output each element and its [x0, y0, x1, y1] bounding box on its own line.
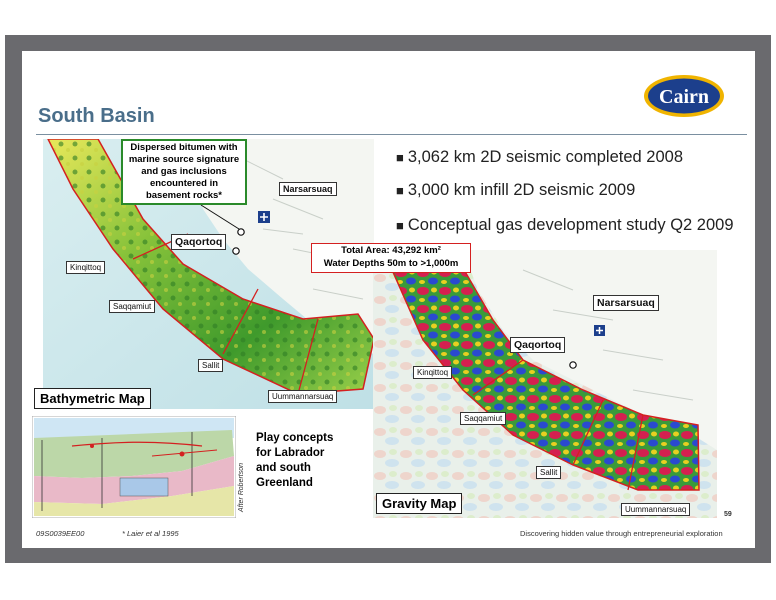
credit-text: After Robertson: [238, 462, 245, 512]
after-robertson-credit: [238, 463, 245, 512]
cairn-logo: [642, 73, 726, 119]
callout-line: Dispersed bitumen with: [130, 142, 238, 153]
gravity-map: [373, 250, 717, 518]
bullet-item: [396, 216, 734, 235]
page-title: South Basin: [38, 105, 155, 127]
place-label-kinqittoq: Kinqittoq: [66, 261, 105, 274]
place-label-narsarsuaq: Narsarsuaq: [279, 182, 337, 196]
footnote-reference: * Laier et al 1995: [122, 529, 179, 538]
bitumen-callout: [121, 139, 247, 205]
bullet-square-icon: ■: [396, 150, 404, 165]
bathymetric-map-title: Bathymetric Map: [34, 388, 151, 409]
play-concepts-text: Play concepts for Labrador and south Greenland: [256, 432, 334, 489]
place-label-sallit: Sallit: [536, 466, 561, 479]
callout-line: and gas inclusions: [141, 166, 227, 177]
town-marker-icon: [233, 248, 239, 254]
place-label-uummannarsuaq: Uummannarsuaq: [621, 503, 690, 516]
place-label-qaqortoq: Qaqortoq: [171, 234, 226, 250]
town-marker-icon: [570, 362, 576, 368]
total-area-box: [311, 243, 471, 273]
place-label-sallit: Sallit: [198, 359, 223, 372]
place-label-saqqamiut: Saqqamiut: [460, 412, 506, 425]
place-label-narsarsuaq: Narsarsuaq: [593, 295, 659, 311]
bullet-square-icon: ■: [396, 218, 404, 233]
bullet-text: 3,000 km infill 2D seismic 2009: [407, 181, 636, 199]
document-code: 09S0039EE00: [36, 529, 85, 538]
place-label-kinqittoq: Kinqittoq: [413, 366, 452, 379]
title-divider: [36, 134, 747, 135]
bullet-item: [396, 148, 683, 167]
footer-tagline: Discovering hidden value through entrepreneurial exploration: [520, 529, 723, 538]
total-area-text: Total Area: 43,292 km²: [341, 245, 441, 256]
callout-line: basement rocks*: [145, 190, 223, 201]
place-label-qaqortoq: Qaqortoq: [510, 337, 565, 353]
logo-text: Cairn: [659, 86, 709, 108]
gravity-map-title: Gravity Map: [376, 493, 462, 514]
place-label-uummannarsuaq: Uummannarsuaq: [268, 390, 337, 403]
town-marker-icon: [238, 229, 244, 235]
place-label-saqqamiut: Saqqamiut: [109, 300, 155, 313]
water-depth-text: Water Depths 50m to >1,000m: [323, 258, 459, 269]
bullet-text: 3,062 km 2D seismic completed 2008: [407, 148, 683, 166]
callout-line: marine source signature: [128, 154, 240, 165]
callout-line: encountered in: [149, 178, 219, 189]
bullet-text: Conceptual gas development study Q2 2009: [407, 216, 734, 234]
play-concept-cross-section: [32, 416, 236, 518]
page-number: 59: [724, 511, 732, 518]
bullet-item: [396, 181, 635, 200]
bullet-square-icon: ■: [396, 183, 404, 198]
